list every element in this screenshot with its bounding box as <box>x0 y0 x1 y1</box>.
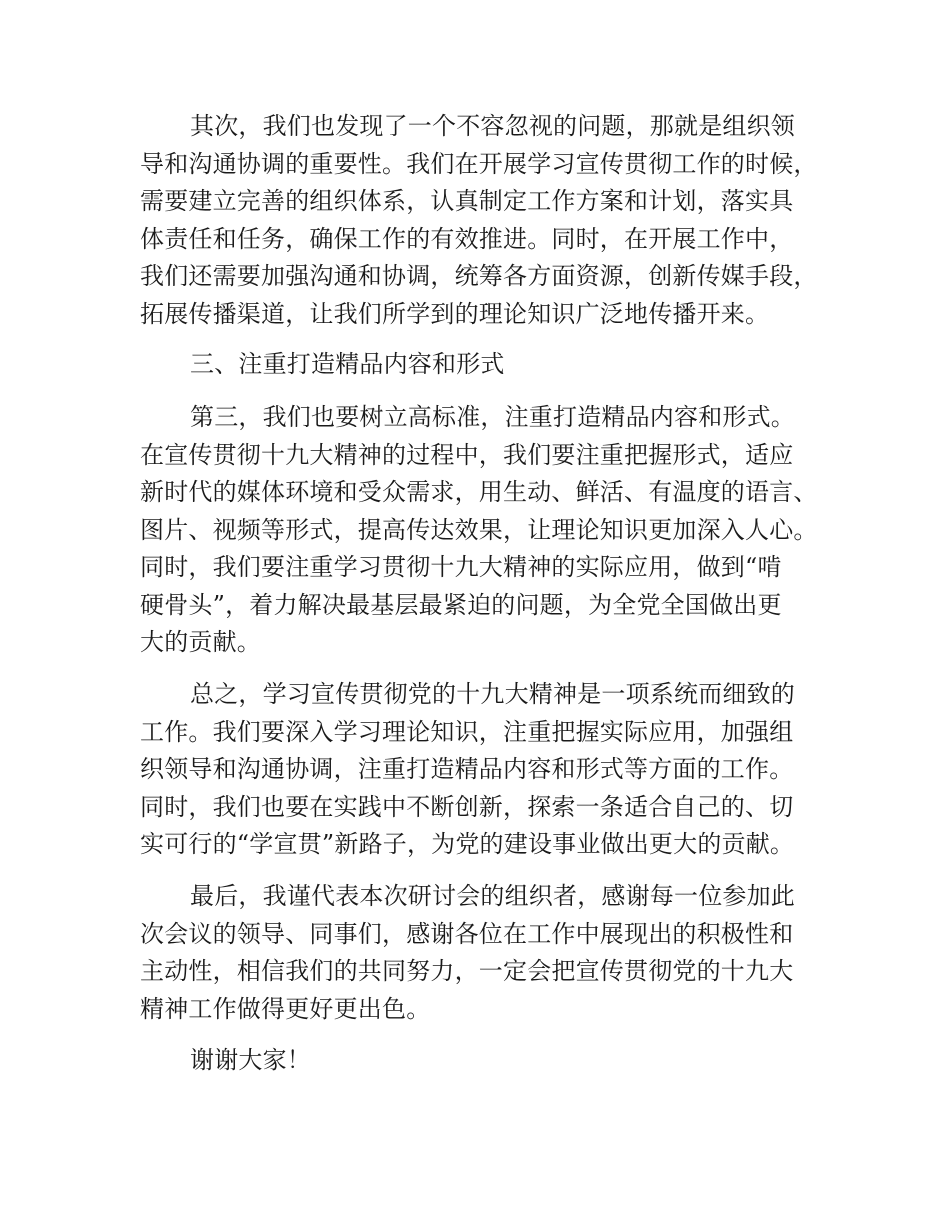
paragraph-line: 在宣传贯彻十九大精神的过程中，我们要注重把握形式，适应 <box>140 440 794 469</box>
paragraph-line: 图片、视频等形式，提高传达效果，让理论知识更加深入人心。 <box>140 515 818 544</box>
paragraph-line: 我们还需要加强沟通和协调，统筹各方面资源，创新传媒手段， <box>140 262 818 290</box>
paragraph-line: 拓展传播渠道，让我们所学到的理论知识广泛地传播开来。 <box>140 299 770 328</box>
paragraph-line: 织领导和沟通协调，注重打造精品内容和形式等方面的工作。 <box>140 755 794 783</box>
paragraph-organization <box>140 108 840 333</box>
paragraph-line: 新时代的媒体环境和受众需求，用生动、鲜活、有温度的语言、 <box>140 478 818 506</box>
paragraph-line: 其次，我们也发现了一个不容忽视的问题，那就是组织领 <box>190 112 795 140</box>
paragraph-thanks-organizers <box>140 878 840 1028</box>
paragraph-line: 同时，我们要注重学习贯彻十九大精神的实际应用，做到“啃 <box>140 553 782 581</box>
paragraph-line: 工作。我们要深入学习理论知识，注重把握实际应用，加强组 <box>140 717 794 746</box>
paragraph-line: 主动性，相信我们的共同努力，一定会把宣传贯彻党的十九大 <box>140 957 794 985</box>
closing-remark-text: 谢谢大家！ <box>190 1046 311 1074</box>
paragraph-line: 导和沟通协调的重要性。我们在开展学习宣传贯彻工作的时候， <box>140 149 818 178</box>
paragraph-line: 精神工作做得更好更出色。 <box>140 994 431 1023</box>
paragraph-summary <box>140 676 840 864</box>
paragraph-line: 大的贡献。 <box>140 628 261 656</box>
paragraph-line: 实可行的“学宣贯”新路子，为党的建设事业做出更大的贡献。 <box>140 830 795 858</box>
paragraph-line: 同时，我们也要在实践中不断创新，探索一条适合自己的、切 <box>140 792 794 821</box>
closing-remark <box>140 1042 840 1080</box>
paragraph-line: 总之，学习宣传贯彻党的十九大精神是一项系统而细致的 <box>190 680 795 708</box>
section-heading <box>140 346 840 384</box>
paragraph-line: 需要建立完善的组织体系，认真制定工作方案和计划，落实具 <box>140 187 794 215</box>
paragraph-line: 体责任和任务，确保工作的有效推进。同时，在开展工作中， <box>140 224 794 253</box>
paragraph-line: 第三，我们也要树立高标准，注重打造精品内容和形式。 <box>190 403 795 431</box>
paragraph-line: 最后，我谨代表本次研讨会的组织者，感谢每一位参加此 <box>190 882 795 910</box>
paragraph-quality-content <box>140 399 840 662</box>
paragraph-line: 次会议的领导、同事们，感谢各位在工作中展现出的积极性和 <box>140 919 794 948</box>
paragraph-line: 硬骨头”，着力解决最基层最紧迫的问题，为全党全国做出更 <box>140 590 782 619</box>
section-heading-text: 三、注重打造精品内容和形式 <box>190 350 505 378</box>
